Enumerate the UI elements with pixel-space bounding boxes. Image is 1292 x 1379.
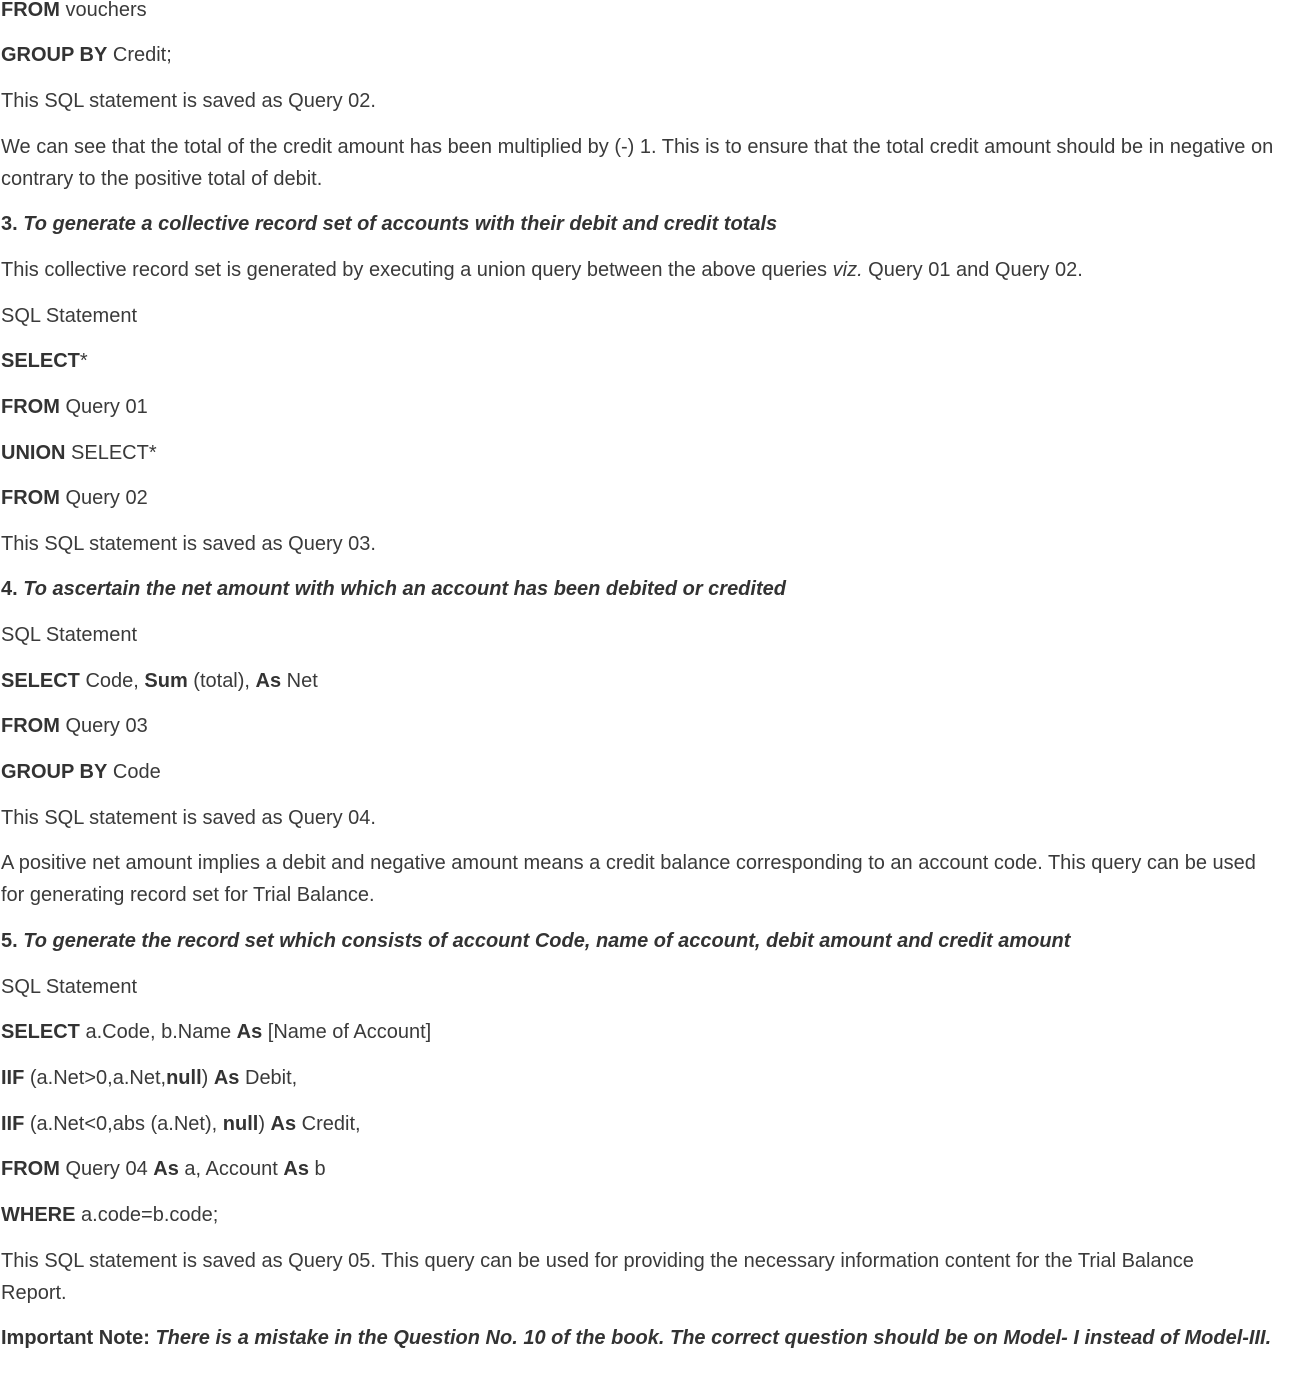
sql-line xyxy=(1,1020,431,1044)
body-text-part: This collective record set is generated by executing a union query between the above queries xyxy=(1,259,833,281)
sql-line xyxy=(1,441,157,465)
section-number: 4. xyxy=(1,578,18,600)
section-heading xyxy=(1,577,786,601)
sql-line xyxy=(1,349,88,373)
important-note xyxy=(1,1322,1289,1354)
sql-keyword: SELECT xyxy=(1,350,80,372)
section-title: To generate the record set which consists of account Code, name of account, debit amount and credit amount xyxy=(17,930,1071,952)
sql-keyword: As xyxy=(255,670,282,692)
sql-text: b xyxy=(308,1158,326,1180)
section-title: To ascertain the net amount with which an account has been debited or credited xyxy=(17,578,786,600)
sql-line xyxy=(1,1112,361,1136)
section-title: To generate a collective record set of accounts with their debit and credit totals xyxy=(17,213,778,235)
body-text: This SQL statement is saved as Query 02. xyxy=(1,90,376,112)
sql-text: [Name of Account] xyxy=(262,1021,432,1043)
sql-text: a, Account xyxy=(178,1158,284,1180)
sql-line xyxy=(1,486,148,510)
body-text: This SQL statement is saved as Query 04. xyxy=(1,807,376,829)
sql-line xyxy=(1,1066,297,1090)
sql-text: a.Code, b.Name xyxy=(79,1021,237,1043)
sql-line xyxy=(1,1157,326,1181)
body-paragraph: A positive net amount implies a debit and negative amount means a credit balance corresponding to an account code. This query can be used for generating record set for Trial Balance. xyxy=(1,852,1256,906)
sql-keyword: null xyxy=(166,1067,202,1089)
body-paragraph: This SQL statement is saved as Query 05. This query can be used for providing the necessary information content for the Trial Balance Report. xyxy=(1,1250,1194,1304)
sql-text: (total), xyxy=(187,670,256,692)
body-text-emphasis: viz. xyxy=(832,259,863,281)
sql-text: (a.Net<0,abs (a.Net), xyxy=(24,1113,223,1135)
sql-keyword: As xyxy=(236,1021,263,1043)
sql-statement-label: SQL Statement xyxy=(1,976,137,998)
sql-line xyxy=(1,43,172,67)
body-paragraph: We can see that the total of the credit amount has been multiplied by (-) 1. This is to ensure that the total credit amount should be in negative on contrary to the positive total of debit. xyxy=(1,136,1274,190)
body-text xyxy=(1,258,1083,282)
sql-keyword: GROUP BY xyxy=(1,44,108,66)
sql-text: Net xyxy=(281,670,318,692)
sql-keyword: IIF xyxy=(1,1113,25,1135)
sql-keyword: As xyxy=(283,1158,309,1180)
sql-keyword: FROM xyxy=(1,0,60,21)
sql-text: Query 02 xyxy=(59,487,148,509)
section-heading xyxy=(1,212,777,236)
sql-keyword: SELECT xyxy=(1,670,80,692)
sql-keyword: UNION xyxy=(1,442,66,464)
sql-keyword: Sum xyxy=(144,670,188,692)
body-text-part: Query 01 and Query 02. xyxy=(862,259,1083,281)
sql-keyword: As xyxy=(270,1113,297,1135)
sql-keyword: WHERE xyxy=(1,1204,76,1226)
note-label: Important Note: xyxy=(1,1327,150,1349)
sql-text: a.code=b.code; xyxy=(75,1204,219,1226)
sql-text: Query 04 xyxy=(59,1158,154,1180)
sql-line xyxy=(1,669,318,693)
body-text: This SQL statement is saved as Query 03. xyxy=(1,533,376,555)
sql-text: Debit, xyxy=(239,1067,298,1089)
note-text: There is a mistake in the Question No. 10 of the book. The correct question should be on Model- I instead of Model-III. xyxy=(149,1327,1272,1349)
sql-keyword: FROM xyxy=(1,1158,60,1180)
sql-text: Code, xyxy=(79,670,145,692)
sql-text: SELECT* xyxy=(65,442,157,464)
sql-keyword: As xyxy=(153,1158,179,1180)
sql-keyword: null xyxy=(222,1113,259,1135)
sql-text: Credit; xyxy=(107,44,172,66)
sql-statement-label: SQL Statement xyxy=(1,305,137,327)
section-number: 5. xyxy=(1,930,18,952)
sql-keyword: FROM xyxy=(1,396,60,418)
sql-keyword: GROUP BY xyxy=(1,761,108,783)
sql-statement-label: SQL Statement xyxy=(1,624,137,646)
sql-keyword: SELECT xyxy=(1,1021,80,1043)
sql-line xyxy=(1,714,148,738)
sql-text: ) xyxy=(201,1067,214,1089)
sql-line xyxy=(1,395,148,419)
sql-keyword: IIF xyxy=(1,1067,25,1089)
section-number: 3. xyxy=(1,213,18,235)
section-heading xyxy=(1,929,1070,953)
sql-text: ) xyxy=(258,1113,271,1135)
sql-text: Code xyxy=(107,761,161,783)
sql-text: (a.Net>0,a.Net, xyxy=(24,1067,167,1089)
sql-text: vouchers xyxy=(59,0,147,21)
sql-line xyxy=(1,760,161,784)
sql-text: Query 01 xyxy=(59,396,148,418)
sql-text: Credit, xyxy=(296,1113,361,1135)
sql-line xyxy=(1,1203,218,1227)
sql-keyword: FROM xyxy=(1,487,60,509)
sql-keyword: FROM xyxy=(1,715,60,737)
sql-text: * xyxy=(79,350,88,372)
sql-line xyxy=(1,0,147,22)
sql-text: Query 03 xyxy=(59,715,148,737)
sql-keyword: As xyxy=(213,1067,240,1089)
